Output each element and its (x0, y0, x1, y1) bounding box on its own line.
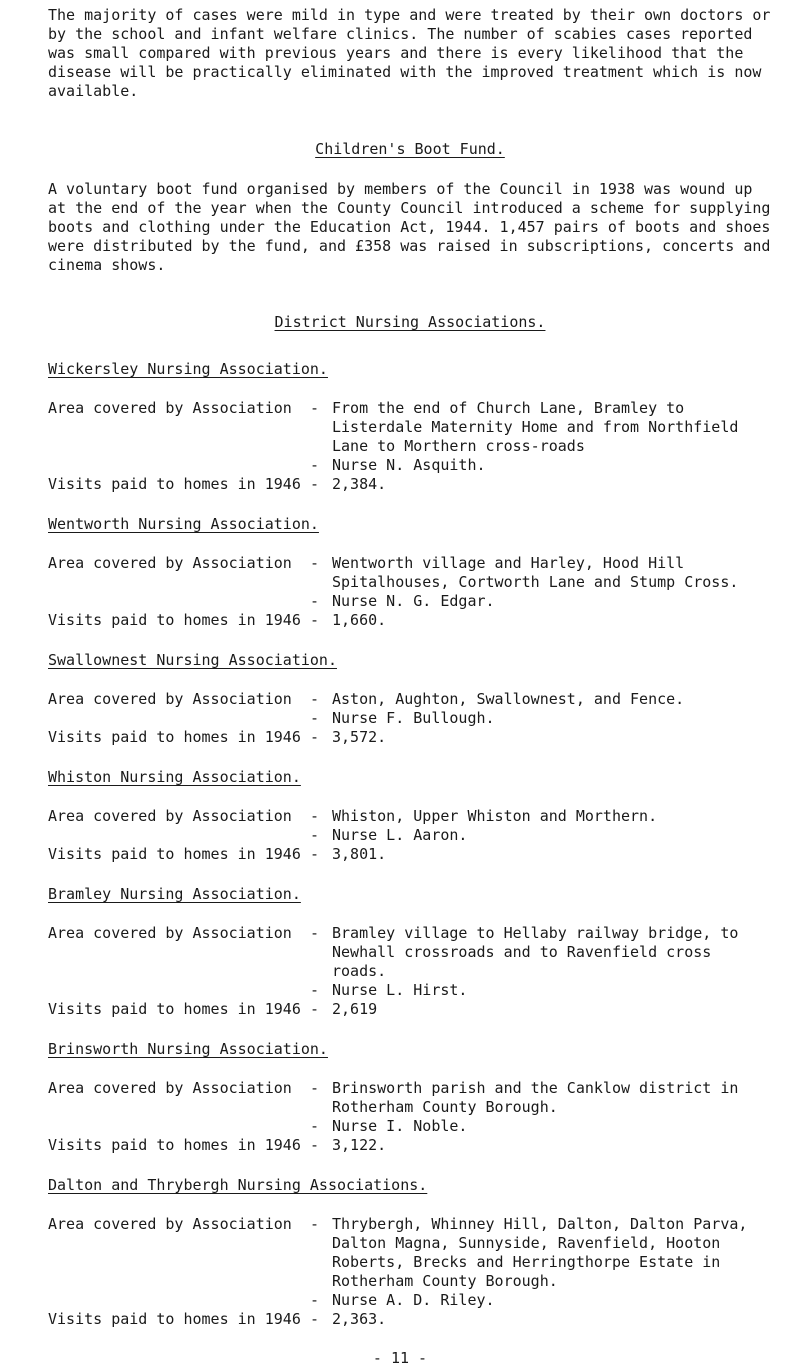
dash: - (310, 1310, 320, 1328)
nurse-row (48, 981, 772, 1000)
district-heading: District Nursing Associations. (274, 313, 546, 331)
area-row (48, 690, 772, 709)
nurse-row (48, 456, 772, 475)
area-label: Area covered by Association (48, 1215, 292, 1233)
area-row (48, 399, 772, 456)
area-label: Area covered by Association (48, 924, 292, 942)
dash: - (310, 728, 320, 746)
area-value: Wentworth village and Harley, Hood Hill Spitalhouses, Cortworth Lane and Stump Cross. (332, 554, 739, 591)
visits-label: Visits paid to homes in 1946 (48, 1000, 301, 1018)
association-block (48, 360, 772, 494)
dash: - (310, 456, 320, 474)
visits-label: Visits paid to homes in 1946 (48, 475, 301, 493)
area-value: Brinsworth parish and the Canklow district in Rotherham County Borough. (332, 1079, 739, 1116)
area-value: Bramley village to Hellaby railway bridge, to Newhall crossroads and to Ravenfield cross roads. (332, 924, 739, 980)
dash: - (310, 1000, 320, 1018)
boot-fund-paragraph: A voluntary boot fund organised by members of the Council in 1938 was wound up at the end of the year when the County Council introduced a scheme for supplying boots and clothing under the Education Act, 1944. 1,457 pairs of boots and shoes were distributed by the fund, and £358 was raised in subscriptions, concerts and cinema shows. (48, 180, 771, 274)
association-block (48, 1040, 772, 1155)
area-row (48, 924, 772, 981)
dash: - (310, 554, 320, 572)
dash: - (310, 709, 320, 727)
association-name: Wickersley Nursing Association. (48, 360, 328, 378)
nurse-row (48, 592, 772, 611)
nurse-name: Nurse L. Aaron. (332, 826, 468, 844)
visits-label: Visits paid to homes in 1946 (48, 611, 301, 629)
area-label: Area covered by Association (48, 690, 292, 708)
area-label: Area covered by Association (48, 554, 292, 572)
area-row (48, 807, 772, 826)
visits-label: Visits paid to homes in 1946 (48, 845, 301, 863)
visits-value: 1,660. (332, 611, 387, 629)
area-label: Area covered by Association (48, 399, 292, 417)
visits-value: 2,363. (332, 1310, 387, 1328)
visits-row (48, 611, 772, 630)
association-block (48, 515, 772, 630)
visits-value: 2,619 (332, 1000, 378, 1018)
association-name: Wentworth Nursing Association. (48, 515, 319, 533)
nurse-row (48, 826, 772, 845)
nurse-name: Nurse F. Bullough. (332, 709, 495, 727)
dash: - (310, 399, 320, 417)
visits-row (48, 845, 772, 864)
visits-row (48, 1000, 772, 1019)
association-name: Bramley Nursing Association. (48, 885, 301, 903)
association-name: Whiston Nursing Association. (48, 768, 301, 786)
nurse-row (48, 1291, 772, 1310)
visits-label: Visits paid to homes in 1946 (48, 728, 301, 746)
dash: - (310, 807, 320, 825)
visits-label: Visits paid to homes in 1946 (48, 1136, 301, 1154)
nurse-name: Nurse N. Asquith. (332, 456, 486, 474)
association-block (48, 885, 772, 1019)
nurse-name: Nurse N. G. Edgar. (332, 592, 495, 610)
area-row (48, 554, 772, 592)
nurse-row (48, 709, 772, 728)
area-value: Whiston, Upper Whiston and Morthern. (332, 807, 658, 825)
area-value: From the end of Church Lane, Bramley to Listerdale Maternity Home and from Northfield Lane to Morthern cross-roads (332, 399, 739, 455)
dash: - (310, 1136, 320, 1154)
association-block (48, 651, 772, 747)
area-value: Thrybergh, Whinney Hill, Dalton, Dalton Parva, Dalton Magna, Sunnyside, Ravenfield, Hooton Roberts, Brecks and Herringthorpe Estate in Rotherham County Borough. (332, 1215, 748, 1290)
area-value: Aston, Aughton, Swallownest, and Fence. (332, 690, 685, 708)
visits-value: 2,384. (332, 475, 387, 493)
dash: - (310, 924, 320, 942)
association-name: Dalton and Thrybergh Nursing Associations. (48, 1176, 428, 1194)
area-row (48, 1079, 772, 1117)
dash: - (310, 1117, 320, 1135)
area-label: Area covered by Association (48, 1079, 292, 1097)
nurse-name: Nurse I. Noble. (332, 1117, 468, 1135)
association-block (48, 768, 772, 864)
association-name: Swallownest Nursing Association. (48, 651, 337, 669)
dash: - (310, 1291, 320, 1309)
dash: - (310, 690, 320, 708)
association-block (48, 1176, 772, 1329)
dash: - (310, 981, 320, 999)
dash: - (310, 592, 320, 610)
visits-value: 3,801. (332, 845, 387, 863)
dash: - (310, 826, 320, 844)
area-label: Area covered by Association (48, 807, 292, 825)
dash: - (310, 845, 320, 863)
visits-value: 3,122. (332, 1136, 387, 1154)
dash: - (310, 475, 320, 493)
dash: - (310, 1215, 320, 1233)
visits-row (48, 475, 772, 494)
document-page (48, 6, 772, 1329)
page-number: - 11 - (372, 1349, 428, 1367)
visits-value: 3,572. (332, 728, 387, 746)
visits-label: Visits paid to homes in 1946 (48, 1310, 301, 1328)
boot-fund-heading: Children's Boot Fund. (315, 140, 505, 158)
nurse-name: Nurse A. D. Riley. (332, 1291, 495, 1309)
dash: - (310, 1079, 320, 1097)
visits-row (48, 1136, 772, 1155)
nurse-name: Nurse L. Hirst. (332, 981, 468, 999)
association-list (48, 360, 772, 1329)
intro-paragraph: The majority of cases were mild in type and were treated by their own doctors or by the school and infant welfare clinics. The number of scabies cases reported was small compared with previous years and there is every likelihood that the disease will be practically eliminated with the improved treatment which is now available. (48, 6, 771, 100)
visits-row (48, 728, 772, 747)
association-name: Brinsworth Nursing Association. (48, 1040, 328, 1058)
visits-row (48, 1310, 772, 1329)
nurse-row (48, 1117, 772, 1136)
area-row (48, 1215, 772, 1291)
dash: - (310, 611, 320, 629)
